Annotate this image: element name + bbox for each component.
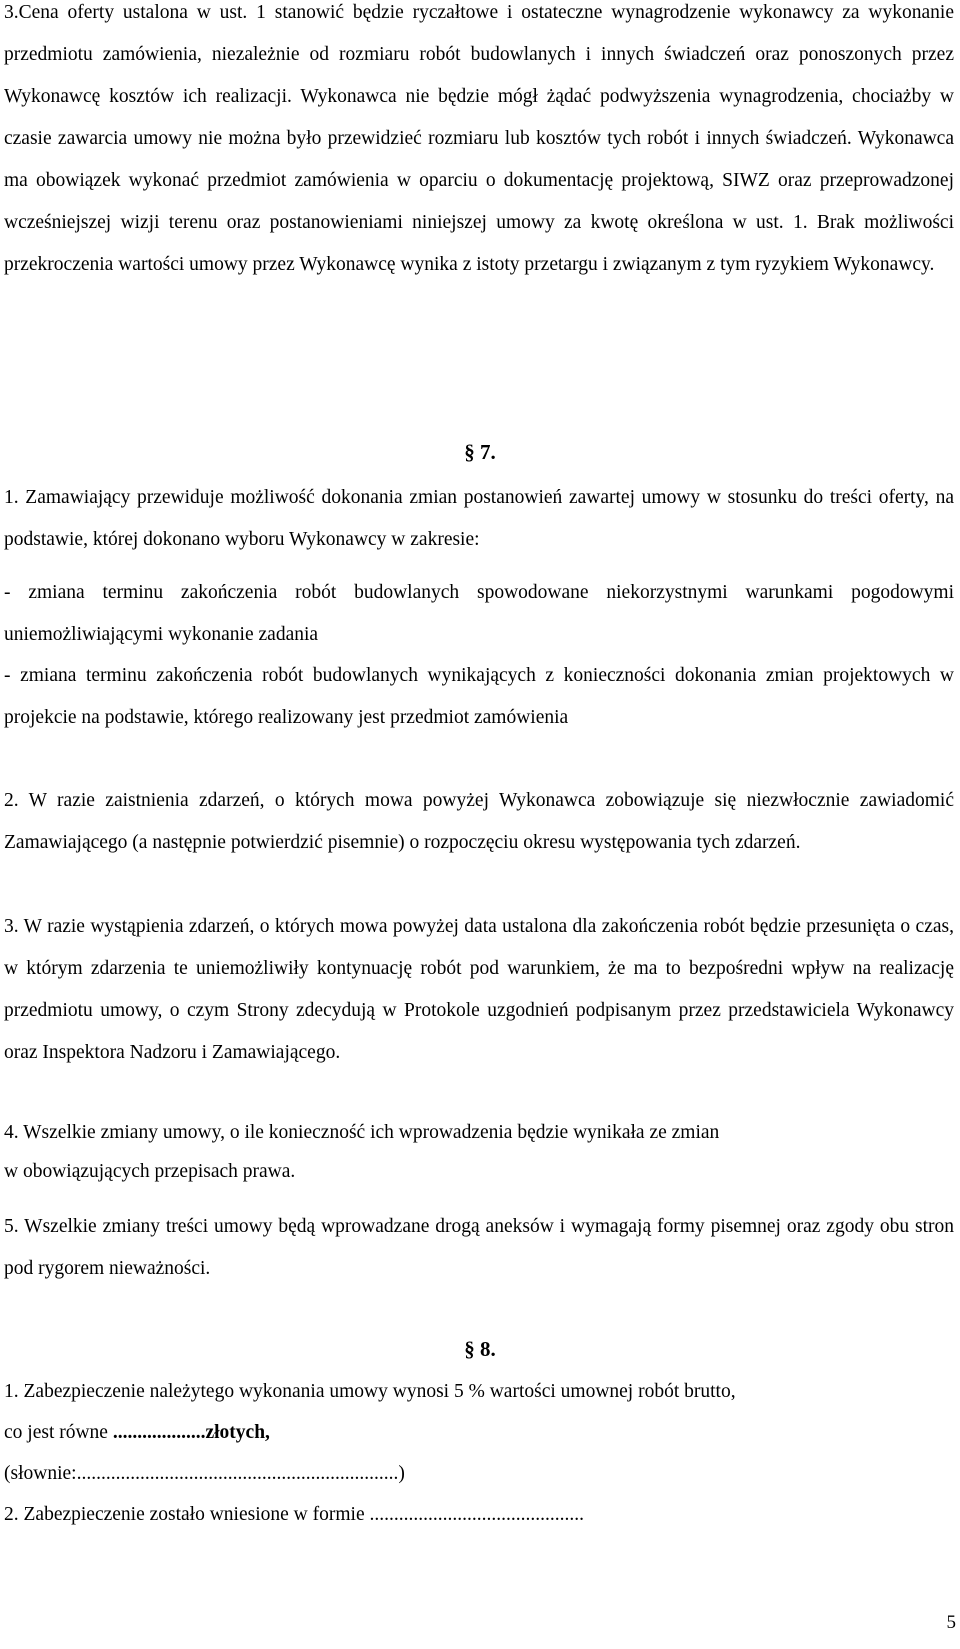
section-8-point-1-amount-line xyxy=(4,1422,270,1444)
section-7-point-3: 3. W razie wystąpienia zdarzeń, o których mowa powyżej data ustalona dla zakończenia robót będzie przesunięta o czas, w którym zdarzenia te uniemożliwiły kontynuację robót pod warunkiem, że ma to bezpośredni wpływ na realizację przedmiotu umowy, o czym Strony zdecydują w Protokole uzgodnień podpisanym przez przedstawiciela Wykonawcy oraz Inspektora Nadzoru i Zamawiającego. xyxy=(4,916,954,1063)
section-7-point-4-line-2: w obowiązujących przepisach prawa. xyxy=(4,1161,296,1182)
section-7-bullet-1: - zmiana terminu zakończenia robót budowlanych spowodowane niekorzystnymi warunkami pogodowymi uniemożliwiającymi wykonanie zadania xyxy=(4,582,954,645)
section-7-point-5: 5. Wszelkie zmiany treści umowy będą wprowadzane drogą aneksów i wymagają formy pisemnej oraz zgody obu stron pod rygorem nieważności. xyxy=(4,1216,954,1279)
section-7-heading: § 7. xyxy=(464,440,496,464)
section-8-heading: § 8. xyxy=(464,1337,496,1361)
section-8-point-2: 2. Zabezpieczenie zostało wniesione w formie ............................................ xyxy=(4,1504,584,1525)
section-8-point-1: 1. Zabezpieczenie należytego wykonania umowy wynosi 5 % wartości umownej robót brutto, xyxy=(4,1381,736,1402)
paragraph-price-clause: 3.Cena oferty ustalona w ust. 1 stanowić będzie ryczałtowe i ostateczne wynagrodzenie wykonawcy za wykonanie przedmiotu zamówienia, niezależnie od rozmiaru robót budowlanych i innych świadczeń oraz ponoszonych przez Wykonawcę kosztów ich realizacji. Wykonawca nie będzie mógł żądać podwyższenia wynagrodzenia, chociażby w czasie zawarcia umowy nie można było przewidzieć rozmiaru lub kosztów tych robót i innych świadczeń. Wykonawca ma obowiązek wykonać przedmiot zamówienia w oparciu o dokumentację projektową, SIWZ oraz przeprowadzonej wcześniejszej wizji terenu oraz postanowieniami niniejszej umowy za kwotę określona w ust. 1. Brak możliwości przekroczenia wartości umowy przez Wykonawcę wynika z istoty przetargu i związanym z tym ryzykiem Wykonawcy. xyxy=(4,2,954,275)
page-number: 5 xyxy=(946,1612,956,1633)
amount-currency: złotych, xyxy=(205,1422,270,1443)
amount-prefix: co jest równe xyxy=(4,1422,108,1443)
section-7-point-4-line-1: 4. Wszelkie zmiany umowy, o ile konieczność ich wprowadzenia będzie wynikała ze zmian xyxy=(4,1122,720,1143)
section-7-point-1: 1. Zamawiający przewiduje możliwość dokonania zmian postanowień zawartej umowy w stosunku do treści oferty, na podstawie, której dokonano wyboru Wykonawcy w zakresie: xyxy=(4,487,954,550)
section-8-amount-in-words: (słownie:..................................................................) xyxy=(4,1463,405,1484)
section-7-bullet-2: - zmiana terminu zakończenia robót budowlanych wynikających z konieczności dokonania zmian projektowych w projekcie na podstawie, którego realizowany jest przedmiot zamówienia xyxy=(4,665,954,728)
amount-dots: ................... xyxy=(112,1422,206,1443)
section-7-point-2: 2. W razie zaistnienia zdarzeń, o których mowa powyżej Wykonawca zobowiązuje się niezwłocznie zawiadomić Zamawiającego (a następnie potwierdzić pisemnie) o rozpoczęciu okresu występowania tych zdarzeń. xyxy=(4,790,954,853)
